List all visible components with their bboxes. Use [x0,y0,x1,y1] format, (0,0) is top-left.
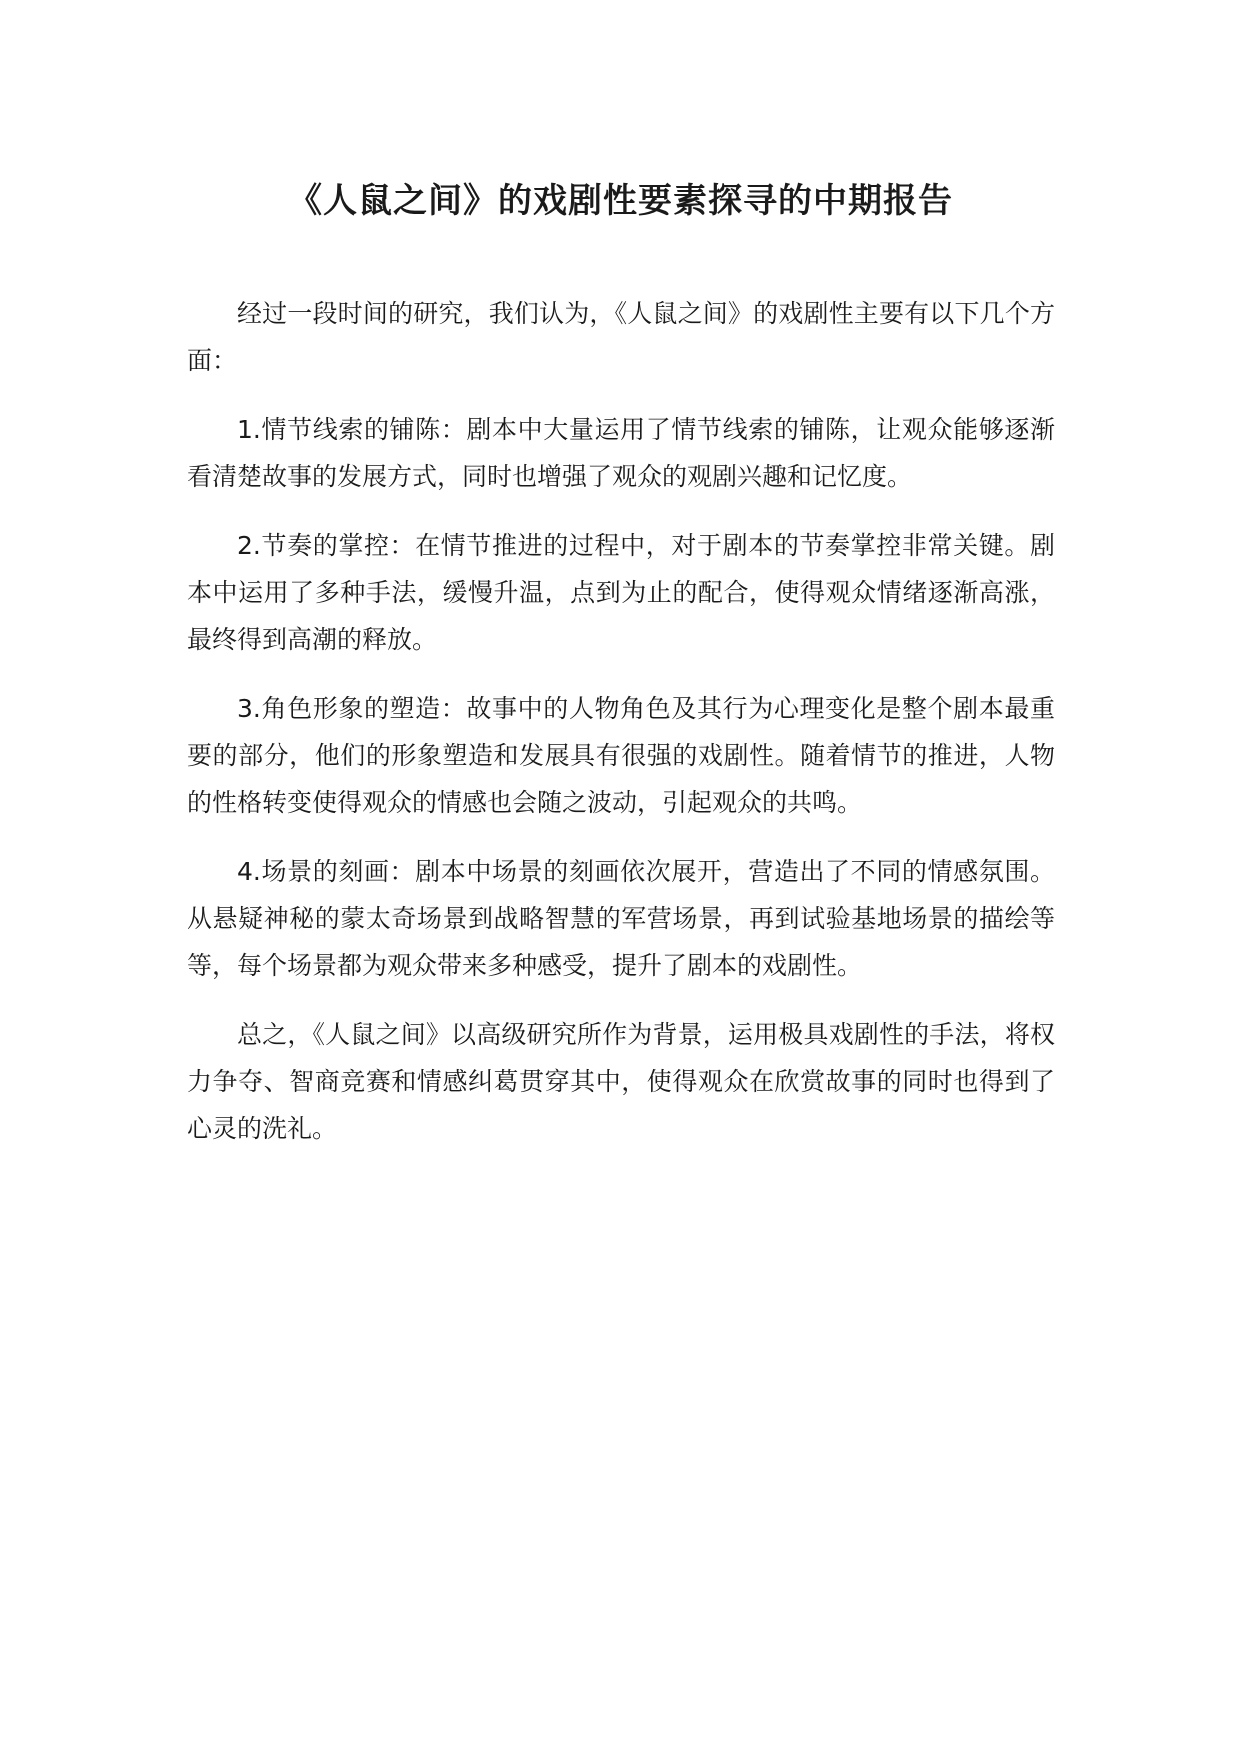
paragraph-intro: 经过一段时间的研究，我们认为，《人鼠之间》的戏剧性主要有以下几个方面： [187,299,1055,375]
document-title: 《人鼠之间》的戏剧性要素探寻的中期报告 [288,181,953,221]
paragraph-conclusion: 总之，《人鼠之间》以高级研究所作为背景，运用极具戏剧性的手法，将权力争夺、智商竞赛和情感纠葛贯穿其中，使得观众在欣赏故事的同时也得到了心灵的洗礼。 [187,1020,1055,1143]
paragraph-plot-clues: 1.情节线索的铺陈：剧本中大量运用了情节线索的铺陈，让观众能够逐渐看清楚故事的发展方式，同时也增强了观众的观剧兴趣和记忆度。 [187,415,1055,491]
document-body [187,290,1055,1174]
paragraph-rhythm-control: 2.节奏的掌控：在情节推进的过程中，对于剧本的节奏掌控非常关键。剧本中运用了多种手法，缓慢升温，点到为止的配合，使得观众情绪逐渐高涨，最终得到高潮的释放。 [187,531,1055,654]
paragraph-character-shaping: 3.角色形象的塑造：故事中的人物角色及其行为心理变化是整个剧本最重要的部分，他们的形象塑造和发展具有很强的戏剧性。随着情节的推进，人物的性格转变使得观众的情感也会随之波动，引起观众的共鸣。 [187,694,1055,817]
paragraph-scene-depiction: 4.场景的刻画：剧本中场景的刻画依次展开，营造出了不同的情感氛围。从悬疑神秘的蒙太奇场景到战略智慧的军营场景，再到试验基地场景的描绘等等，每个场景都为观众带来多种感受，提升了剧本的戏剧性。 [187,857,1055,980]
